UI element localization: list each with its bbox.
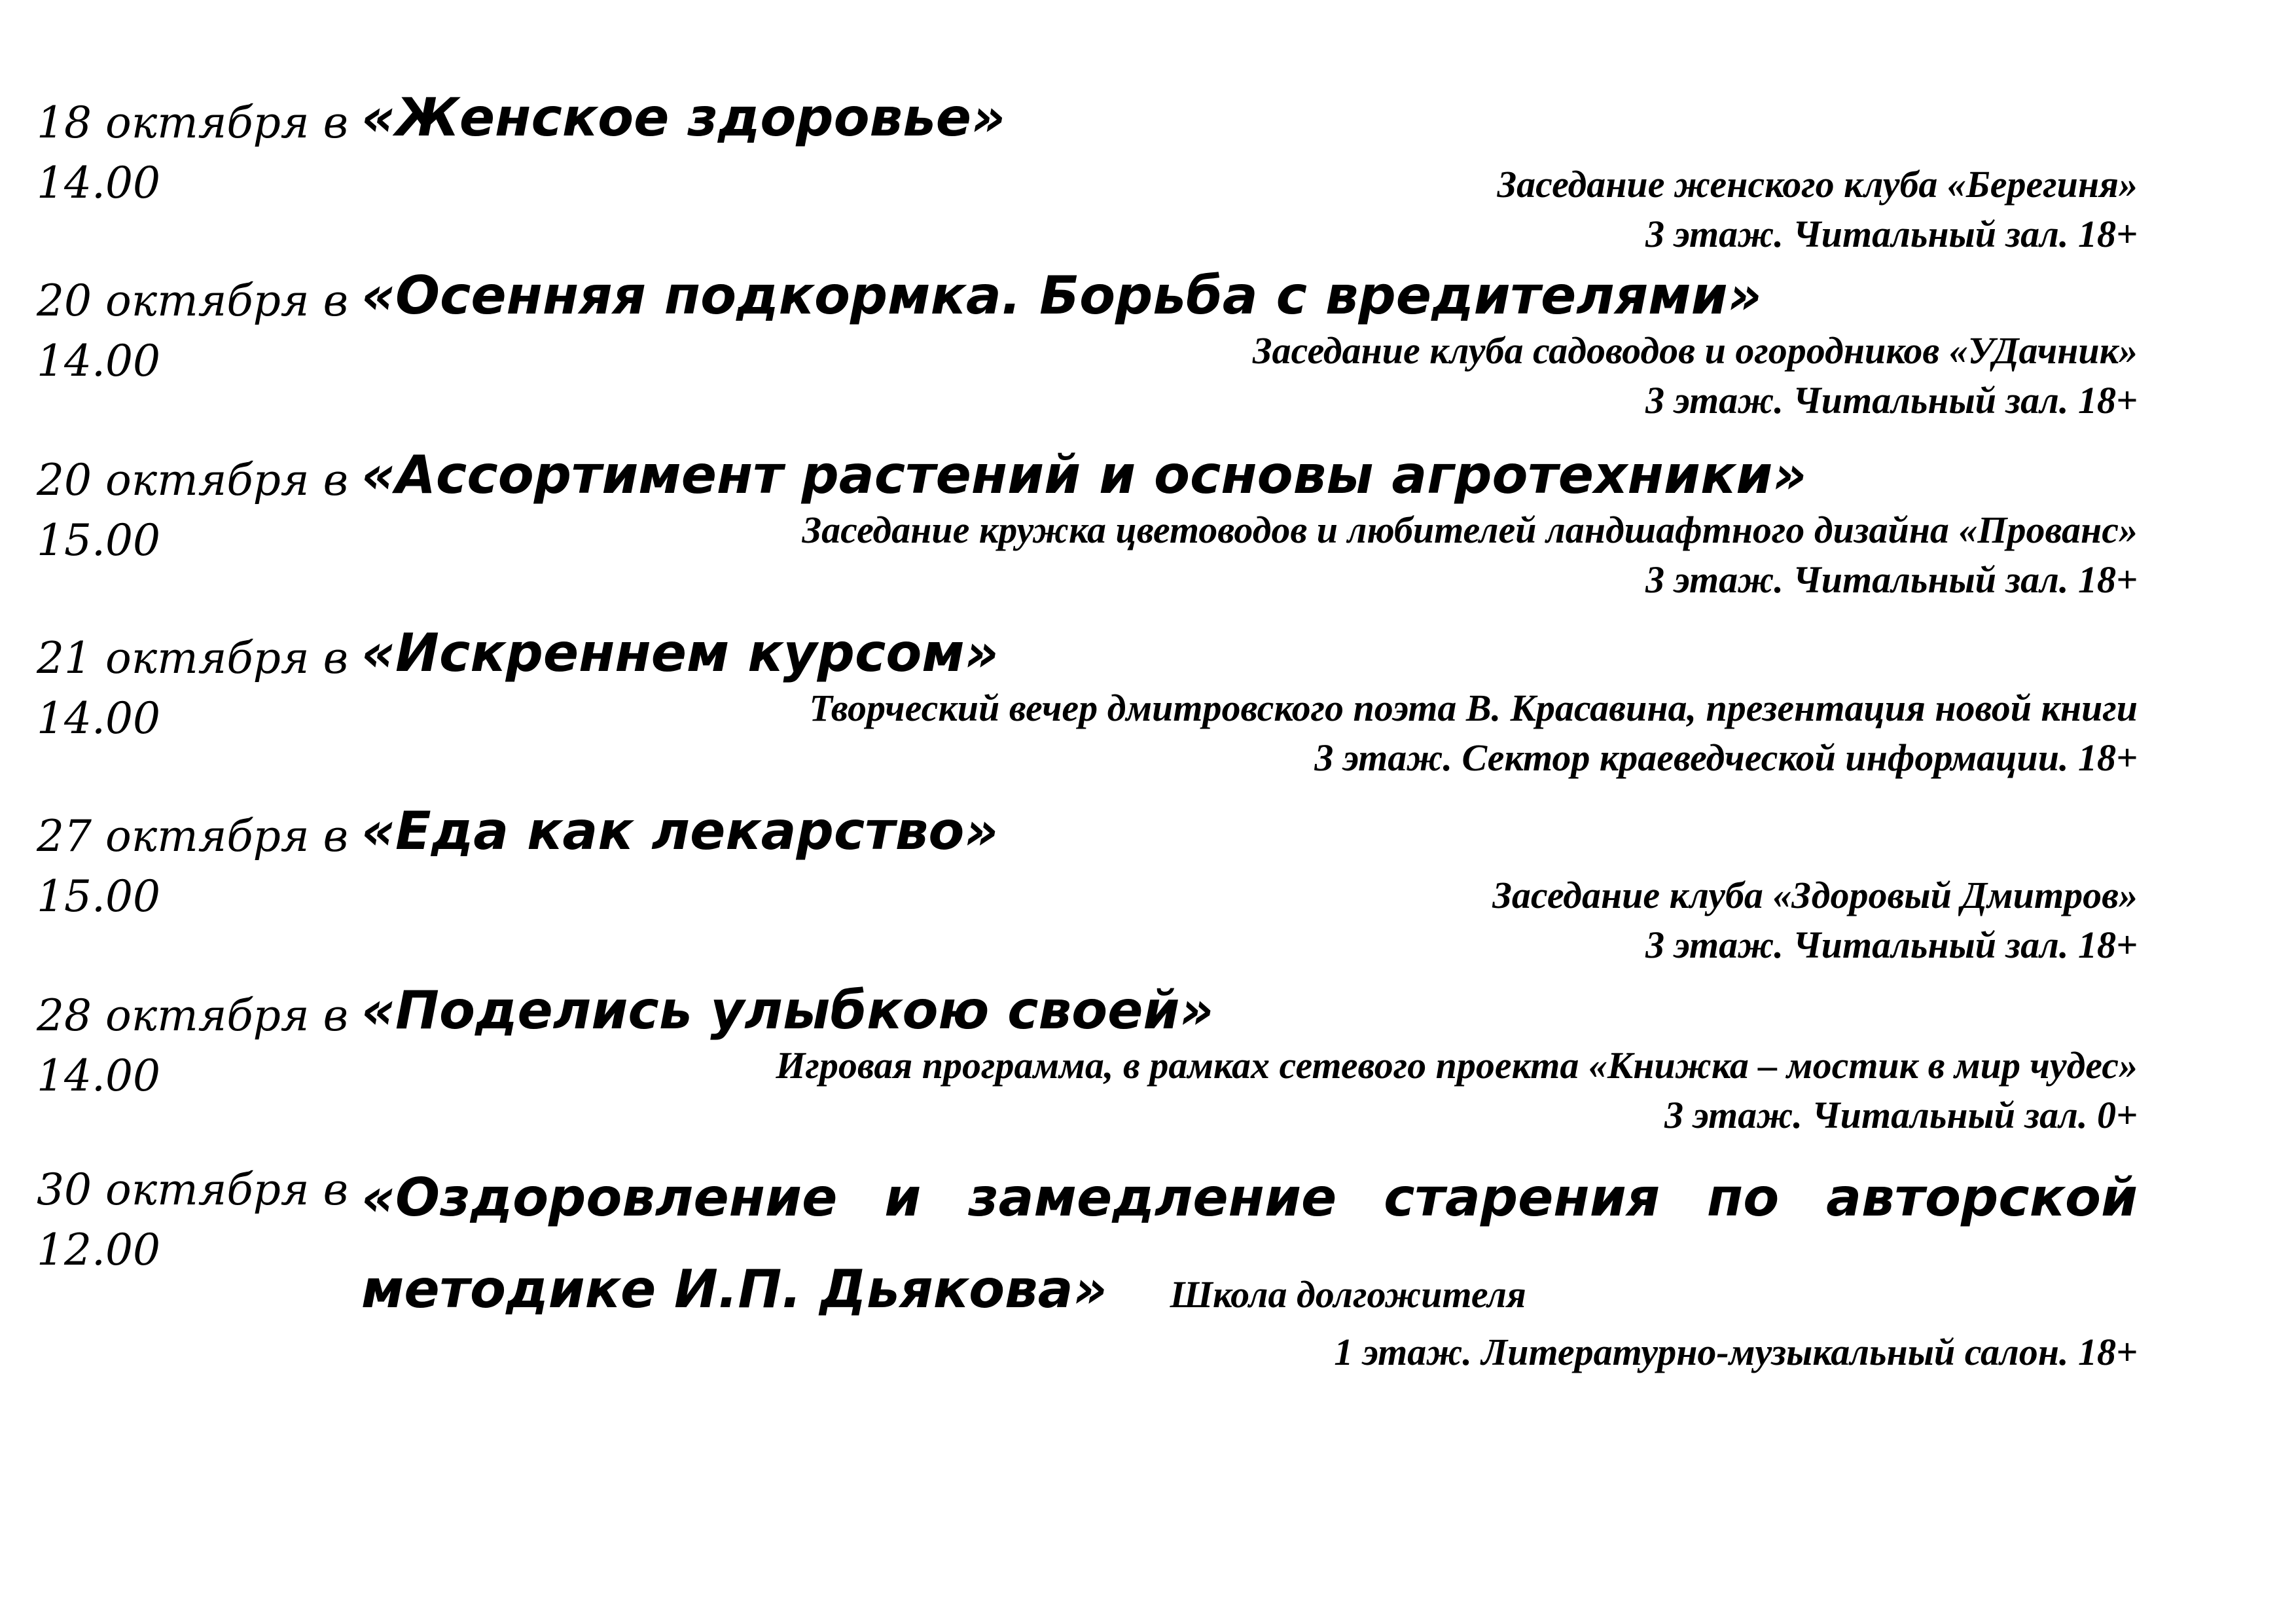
event-date: 18 октября в 14.00	[37, 98, 349, 208]
event-date: 21 октября в 14.00	[37, 633, 349, 744]
event-details	[361, 505, 2138, 605]
event-location: 1 этаж. Литературно-музыкальный салон. 18+	[1334, 1331, 2138, 1373]
event-description: Творческий вечер дмитровского поэта В. Красавина, презентация новой книги	[809, 687, 2138, 729]
event-description: Заседание клуба «Здоровый Дмитров»	[1492, 874, 2138, 916]
event-description: Школа долгожителя	[1170, 1273, 1526, 1316]
event-title: «Осенняя подкормка. Борьба с вредителями»	[361, 265, 1762, 326]
event-description: Заседание женского клуба «Берегиня»	[1497, 163, 2138, 206]
event-title	[361, 1152, 2138, 1341]
event-date: 20 октября в 15.00	[37, 455, 349, 566]
event-details	[361, 871, 2138, 970]
event-title: «Поделись улыбкою своей»	[361, 980, 1214, 1041]
event-details	[361, 683, 2138, 783]
event-location: 3 этаж. Сектор краеведческой информации. 18+	[1314, 736, 2138, 779]
event-date: 20 октября в 14.00	[37, 276, 349, 386]
event-title: «Женское здоровье»	[361, 87, 1005, 148]
event-title: «Еда как лекарство»	[361, 801, 999, 861]
event-location: 3 этаж. Читальный зал. 18+	[1645, 558, 2138, 601]
event-description: Заседание кружка цветоводов и любителей ландшафтного дизайна «Прованс»	[802, 509, 2138, 551]
event-location: 3 этаж. Читальный зал. 18+	[1645, 924, 2138, 966]
event-details	[361, 1041, 2138, 1140]
event-title: «Искреннем курсом»	[361, 623, 999, 683]
event-location: 3 этаж. Читальный зал. 18+	[1645, 213, 2138, 255]
event-details	[361, 326, 2138, 425]
event-title-line-2: методике И.П. Дьякова»	[361, 1259, 1107, 1320]
event-title: «Ассортимент растений и основы агротехники»	[361, 444, 1807, 505]
event-date: 28 октября в 14.00	[37, 990, 349, 1101]
event-title-line-1: «Оздоровление и замедление старения по авторской	[361, 1167, 2138, 1228]
event-date: 30 октября в 12.00	[37, 1164, 349, 1275]
event-description: Заседание клуба садоводов и огородников «УДачник»	[1252, 329, 2138, 372]
event-details	[361, 160, 2138, 259]
event-description: Игровая программа, в рамках сетевого проекта «Книжка – мостик в мир чудес»	[776, 1044, 2138, 1087]
event-location: 3 этаж. Читальный зал. 0+	[1664, 1094, 2138, 1136]
event-location: 3 этаж. Читальный зал. 18+	[1645, 379, 2138, 422]
event-date: 27 октября в 15.00	[37, 811, 349, 922]
